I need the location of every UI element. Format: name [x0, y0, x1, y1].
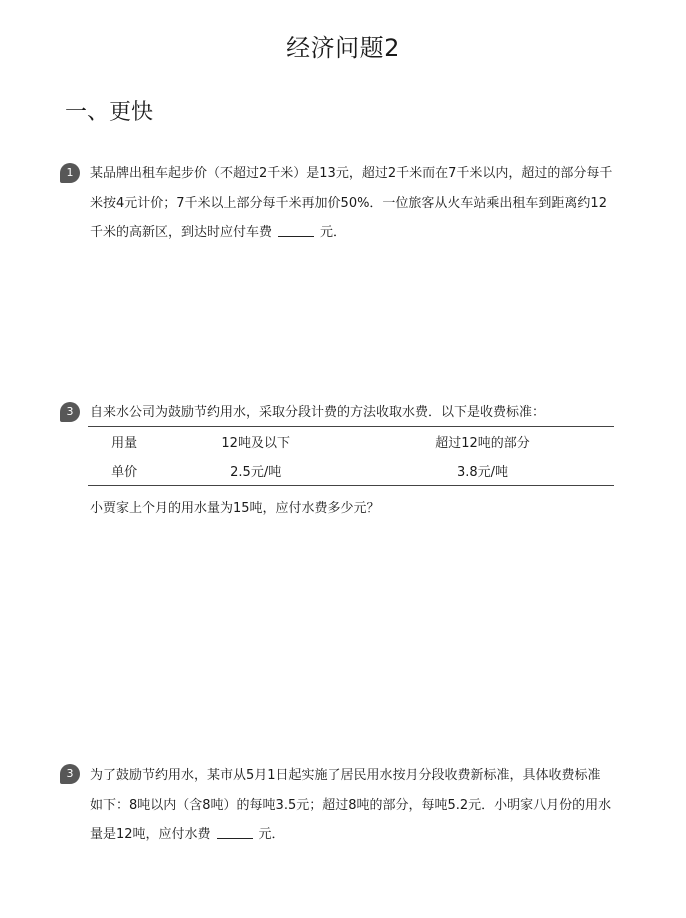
question-2-question: 小贾家上个月的用水量为15吨，应付水费多少元？ [90, 501, 380, 516]
question-line: 米按4元计价；7千米以上部分每千米再加价50%．一位旅客从火车站乘出租车到距离约12 [90, 195, 607, 211]
table-cell: 单价 [88, 456, 160, 486]
question-line: 为了鼓励节约用水，某市从5月1日起实施了居民用水按月分段收费新标准，具体收费标准 [90, 768, 601, 783]
question-line: 如下：8吨以内（含8吨）的每吨3.5元；超过8吨的部分，每吨5.2元．小明家八月份的用水 [90, 797, 612, 813]
question-line-text: 量是12吨，应付水费 [90, 827, 211, 842]
question-number-badge: 1 [60, 163, 80, 183]
question-line: 某品牌出租车起步价（不超过2千米）是13元，超过2千米而在7千米以内，超过的部分每千 [90, 166, 613, 181]
question-line-text: 千米的高新区，到达时应付车费 [90, 225, 273, 240]
fee-table [88, 426, 614, 486]
table-cell: 超过12吨的部分 [351, 427, 614, 457]
question-1 [90, 159, 620, 248]
question-line-tail: 元． [320, 225, 347, 240]
question-2-intro: 自来水公司为鼓励节约用水，采取分段计费的方法收取水费．以下是收费标准： [90, 405, 546, 420]
question-line [90, 820, 620, 850]
question-number-badge: 3 [60, 402, 80, 422]
table-cell: 3.8元/吨 [351, 456, 614, 486]
question-number-badge: 3 [60, 764, 80, 784]
table-row [88, 427, 614, 457]
question-line-tail: 元． [258, 827, 285, 842]
question-line [90, 218, 620, 248]
answer-blank [278, 235, 314, 237]
page-title: 经济问题2 [286, 34, 400, 62]
question-3 [90, 761, 620, 850]
table-cell: 2.5元/吨 [160, 456, 351, 486]
answer-blank [217, 837, 253, 839]
table-row [88, 456, 614, 486]
section-heading: 一、更快 [65, 100, 154, 125]
table-cell: 用量 [88, 427, 160, 457]
table-cell: 12吨及以下 [160, 427, 351, 457]
